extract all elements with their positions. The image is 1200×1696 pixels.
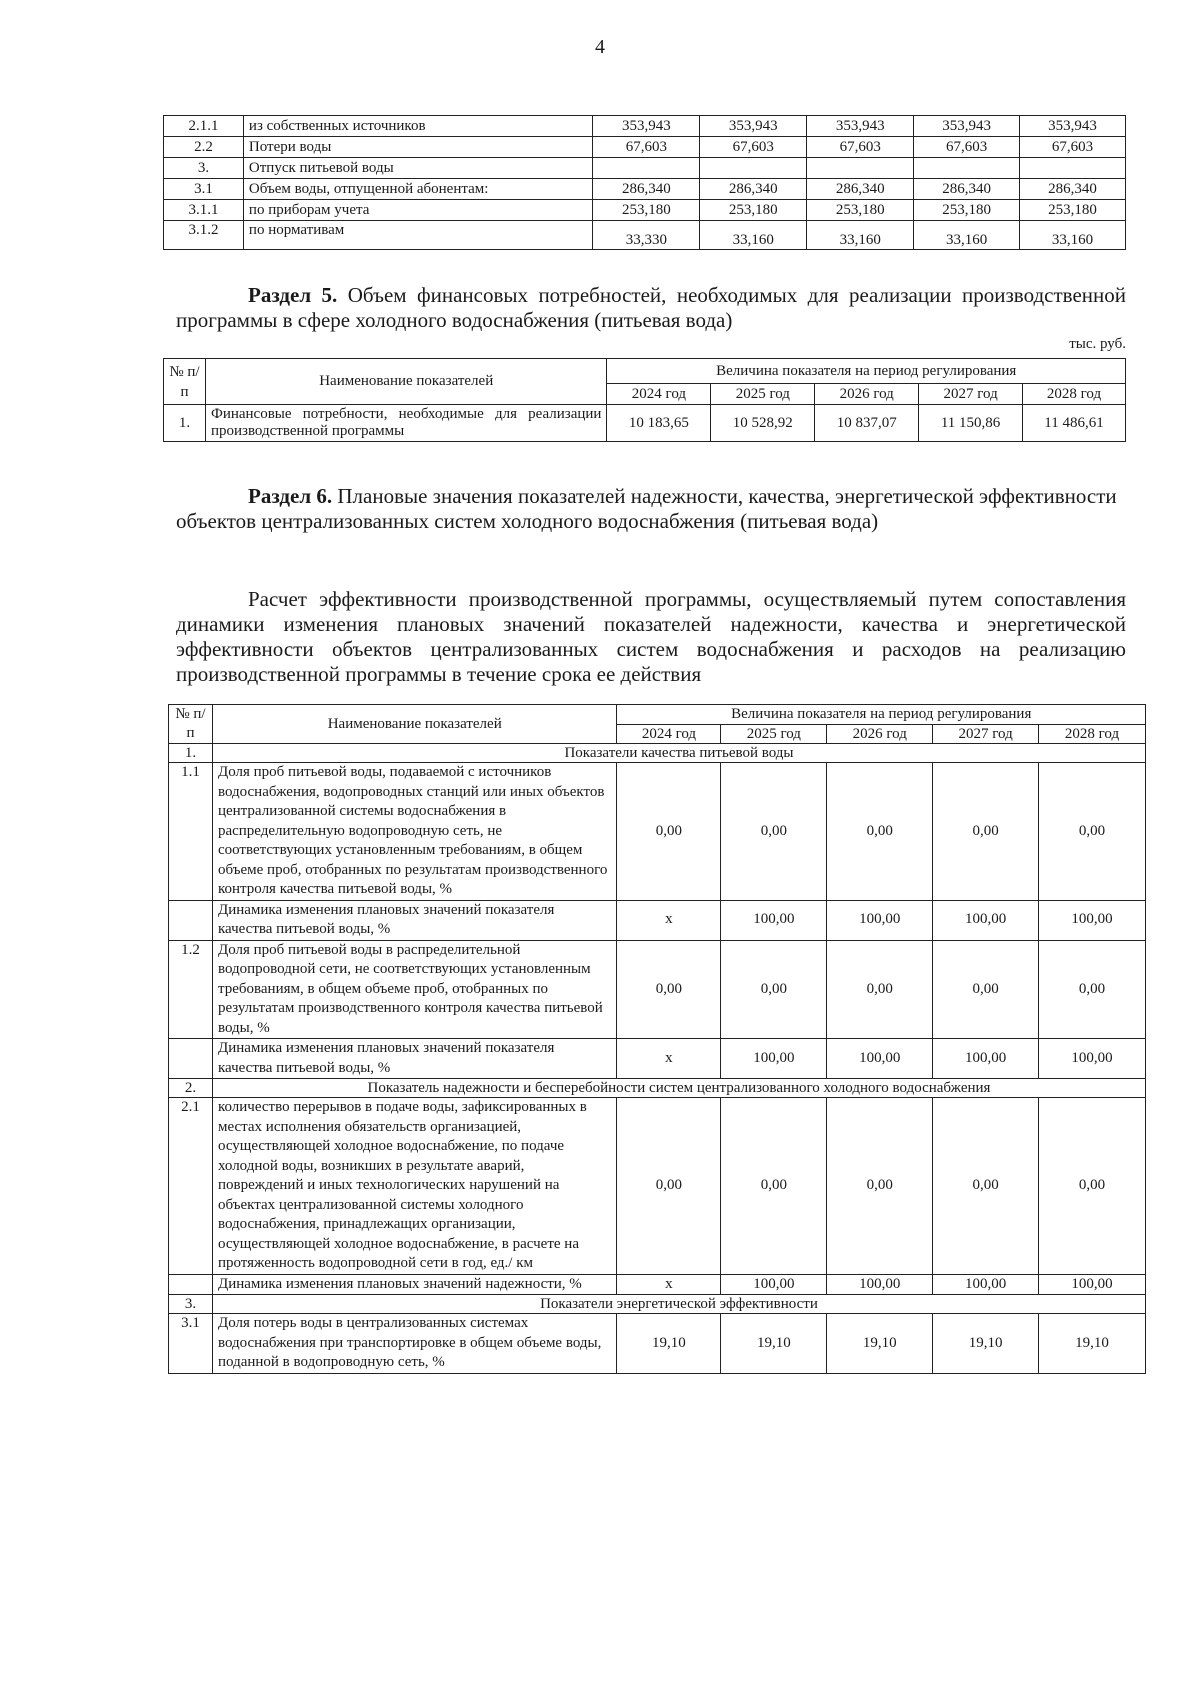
value-cell: 33,160 (807, 221, 914, 250)
group-number: 1. (169, 744, 213, 763)
value-cell: 67,603 (914, 137, 1020, 158)
section5-title: Объем финансовых потребностей, необходимых для реализации производственной программы в сфере холодного водоснабжения (питьевая вода) (176, 283, 1126, 332)
table-header-row (164, 359, 1126, 384)
value-cell: 19,10 (933, 1314, 1039, 1374)
value-cell: х (617, 900, 721, 940)
table-row (164, 158, 1126, 179)
value-cell: 10 183,65 (607, 405, 711, 442)
table-header-row (169, 705, 1146, 725)
value-cell: 286,340 (914, 179, 1020, 200)
value-cell: 67,603 (1020, 137, 1126, 158)
year-header: 2028 год (1039, 724, 1146, 744)
paragraph-text: Расчет эффективности производственной программы, осуществляемый путем сопоставления динамики изменения плановых значений показателей надежности, качества и энергетической эффективности объектов централизованных систем водоснабжения и расходов на реализацию производственной программы в течение срока ее действия (176, 587, 1126, 686)
value-cell: 11 150,86 (919, 405, 1023, 442)
col-header-name: Наименование показателей (205, 359, 607, 405)
row-name: Отпуск питьевой воды (243, 158, 593, 179)
row-number: 2.1.1 (164, 116, 244, 137)
value-cell: 0,00 (721, 1098, 827, 1275)
table-row (164, 200, 1126, 221)
section6-paragraph (176, 587, 1126, 687)
financial-needs-table (163, 358, 1126, 442)
row-number: 3.1 (164, 179, 244, 200)
row-name: Динамика изменения плановых значений показателя качества питьевой воды, % (212, 900, 617, 940)
value-cell: 0,00 (827, 763, 933, 901)
table-row (164, 221, 1126, 250)
value-cell: 353,943 (593, 116, 700, 137)
section6-title: Плановые значения показателей надежности, качества, энергетической эффективности объектов централизованных систем холодного водоснабжения (питьевая вода) (176, 484, 1117, 533)
group-title: Показатели качества питьевой воды (212, 744, 1145, 763)
row-number: 1. (164, 405, 206, 442)
value-cell: 0,00 (827, 1098, 933, 1275)
group-row (169, 1079, 1146, 1098)
row-number: 3. (164, 158, 244, 179)
value-cell: 100,00 (933, 900, 1039, 940)
value-cell: 33,160 (1020, 221, 1126, 250)
value-cell: 253,180 (914, 200, 1020, 221)
value-cell: 100,00 (827, 1039, 933, 1079)
value-cell: 67,603 (700, 137, 807, 158)
row-name: из собственных источников (243, 116, 593, 137)
table-row (169, 1098, 1146, 1275)
row-name: по приборам учета (243, 200, 593, 221)
value-cell: 100,00 (933, 1039, 1039, 1079)
row-number (169, 900, 213, 940)
col-header-name: Наименование показателей (212, 705, 617, 744)
year-header: 2024 год (617, 724, 721, 744)
row-name: Доля проб питьевой воды, подаваемой с источников водоснабжения, водопроводных станций или иных объектов централизованной системы водоснабжения в распределительную водопроводную сеть, не соответствующих установленным требованиям, в общем объеме проб, отобранных по результатам производственного контроля качества питьевой воды, % (212, 763, 617, 901)
value-cell: 353,943 (807, 116, 914, 137)
value-cell: 100,00 (1039, 1274, 1146, 1295)
row-name: количество перерывов в подаче воды, зафиксированных в местах исполнения обязательств организацией, осуществляющей холодное водоснабжение, по подаче холодной воды, возникших в результате аварий, повреждений и иных технологических нарушений на объектах централизованной системы холодного водоснабжения, принадлежащих организации, осуществляющей холодное водоснабжение, в расчете на протяженность водопроводной сети в год, ед./ км (212, 1098, 617, 1275)
row-name: Объем воды, отпущенной абонентам: (243, 179, 593, 200)
value-cell: 100,00 (721, 1039, 827, 1079)
value-cell: 286,340 (700, 179, 807, 200)
row-number: 1.1 (169, 763, 213, 901)
value-cell: 100,00 (1039, 900, 1146, 940)
value-cell: 19,10 (617, 1314, 721, 1374)
water-balance-table (163, 115, 1126, 250)
group-row (169, 1295, 1146, 1314)
group-row (169, 744, 1146, 763)
value-cell (700, 158, 807, 179)
value-cell: 19,10 (1039, 1314, 1146, 1374)
value-cell: 0,00 (1039, 763, 1146, 901)
value-cell: 0,00 (933, 940, 1039, 1039)
value-cell: 253,180 (1020, 200, 1126, 221)
table-row (164, 179, 1126, 200)
col-header-num: № п/п (169, 705, 213, 744)
value-cell: 33,160 (914, 221, 1020, 250)
group-title: Показатель надежности и бесперебойности систем централизованного холодного водоснабжения (212, 1079, 1145, 1098)
value-cell: 33,330 (593, 221, 700, 250)
table-row (164, 116, 1126, 137)
table-row (169, 1039, 1146, 1079)
value-cell: 100,00 (1039, 1039, 1146, 1079)
value-cell: 0,00 (827, 940, 933, 1039)
value-cell: 0,00 (933, 763, 1039, 901)
table-row (164, 405, 1126, 442)
group-title: Показатели энергетической эффективности (212, 1295, 1145, 1314)
row-number: 3.1 (169, 1314, 213, 1374)
row-number (169, 1039, 213, 1079)
year-header: 2025 год (721, 724, 827, 744)
value-cell: 11 486,61 (1023, 405, 1126, 442)
section6-heading (176, 484, 1126, 534)
value-cell: 353,943 (700, 116, 807, 137)
section5-label: Раздел 5. (248, 283, 338, 307)
table-row (169, 900, 1146, 940)
row-number: 2.2 (164, 137, 244, 158)
value-cell (914, 158, 1020, 179)
row-number: 3.1.1 (164, 200, 244, 221)
row-name: Потери воды (243, 137, 593, 158)
year-header: 2027 год (919, 384, 1023, 405)
value-cell: 0,00 (617, 1098, 721, 1275)
value-cell: 33,160 (700, 221, 807, 250)
value-cell: 0,00 (1039, 940, 1146, 1039)
value-cell: 100,00 (721, 1274, 827, 1295)
value-cell: х (617, 1039, 721, 1079)
year-header: 2024 год (607, 384, 711, 405)
col-header-period: Величина показателя на период регулирования (617, 705, 1146, 725)
value-cell (593, 158, 700, 179)
value-cell: 0,00 (933, 1098, 1039, 1275)
page-number: 4 (595, 36, 605, 58)
units-label: тыс. руб. (1069, 336, 1126, 352)
table-row (169, 1274, 1146, 1295)
value-cell: 253,180 (593, 200, 700, 221)
table-row (169, 763, 1146, 901)
col-header-num: № п/п (164, 359, 206, 405)
row-number (169, 1274, 213, 1295)
value-cell: 353,943 (1020, 116, 1126, 137)
group-number: 3. (169, 1295, 213, 1314)
row-name: Доля потерь воды в централизованных системах водоснабжения при транспортировке в общем объеме воды, поданной в водопроводную сеть, % (212, 1314, 617, 1374)
value-cell: 67,603 (807, 137, 914, 158)
row-name: Доля проб питьевой воды в распределительной водопроводной сети, не соответствующих установленным требованиям, в общем объеме проб, отобранных по результатам производственного контроля качества питьевой воды, % (212, 940, 617, 1039)
value-cell: 10 528,92 (711, 405, 815, 442)
value-cell: 100,00 (933, 1274, 1039, 1295)
year-header: 2026 год (827, 724, 933, 744)
row-number: 3.1.2 (164, 221, 244, 250)
row-name: Динамика изменения плановых значений показателя качества питьевой воды, % (212, 1039, 617, 1079)
year-header: 2027 год (933, 724, 1039, 744)
value-cell (807, 158, 914, 179)
value-cell (1020, 158, 1126, 179)
row-number: 1.2 (169, 940, 213, 1039)
indicators-table (168, 704, 1146, 1374)
value-cell: 100,00 (827, 1274, 933, 1295)
year-header: 2025 год (711, 384, 815, 405)
value-cell: 0,00 (1039, 1098, 1146, 1275)
row-number: 2.1 (169, 1098, 213, 1275)
col-header-period: Величина показателя на период регулирования (607, 359, 1126, 384)
value-cell: 286,340 (593, 179, 700, 200)
row-name: Финансовые потребности, необходимые для реализации производственной программы (205, 405, 607, 442)
value-cell: 286,340 (807, 179, 914, 200)
year-header: 2026 год (815, 384, 919, 405)
value-cell: 0,00 (617, 763, 721, 901)
value-cell: 0,00 (721, 940, 827, 1039)
row-name: Динамика изменения плановых значений надежности, % (212, 1274, 617, 1295)
value-cell: 353,943 (914, 116, 1020, 137)
value-cell: 100,00 (721, 900, 827, 940)
value-cell: 253,180 (807, 200, 914, 221)
table-row (169, 940, 1146, 1039)
value-cell: 100,00 (827, 900, 933, 940)
group-number: 2. (169, 1079, 213, 1098)
year-header: 2028 год (1023, 384, 1126, 405)
value-cell: 0,00 (721, 763, 827, 901)
value-cell: 19,10 (827, 1314, 933, 1374)
value-cell: 67,603 (593, 137, 700, 158)
section6-label: Раздел 6. (248, 484, 333, 508)
table-row (169, 1314, 1146, 1374)
value-cell: 10 837,07 (815, 405, 919, 442)
value-cell: 286,340 (1020, 179, 1126, 200)
value-cell: 253,180 (700, 200, 807, 221)
section5-heading (176, 283, 1126, 333)
value-cell: 19,10 (721, 1314, 827, 1374)
row-name: по нормативам (243, 221, 593, 250)
value-cell: х (617, 1274, 721, 1295)
table-row (164, 137, 1126, 158)
value-cell: 0,00 (617, 940, 721, 1039)
